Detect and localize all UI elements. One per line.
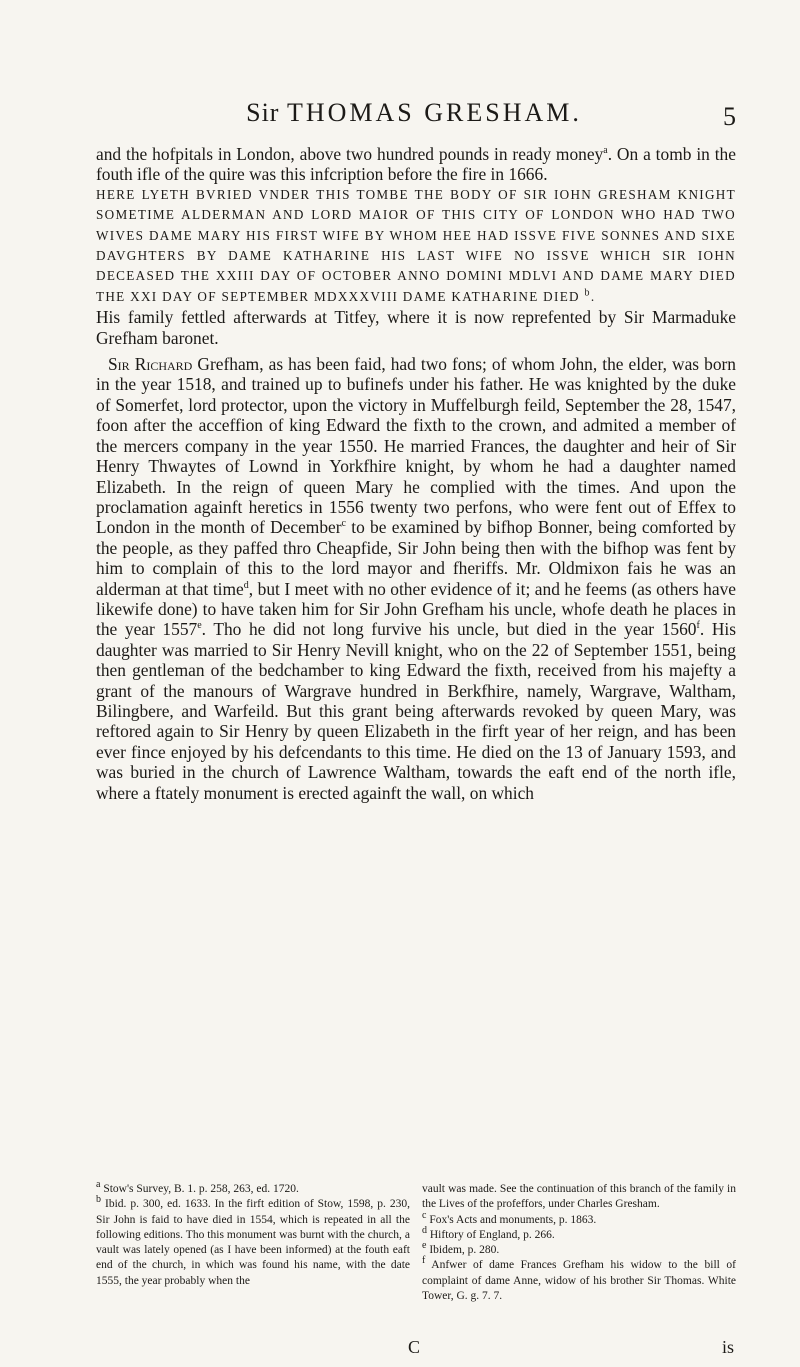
family-paragraph: His family fettled afterwards at Titfey, where it is now reprefented by Sir Marmaduke Grefham baronet. — [96, 307, 736, 348]
main-text — [96, 144, 736, 803]
intro-text: and the hofpitals in London, above two hundred pounds in ready money — [96, 144, 604, 164]
page-foot — [96, 1337, 736, 1359]
footnote-b: $^b$ Ibid. p. 300, ed. 1633. In the firft edition of Stow, 1598, p. 230, Sir John is faid to have died in 1554, which is repeated in all the following editions. Tho this monument was burnt with the church, a vault was lately opened (as I have been informed) at the fouth eaft end of the church, in which was found his name, with the date 1555, the year probably when the — [96, 1194, 411, 1287]
tomb-inscription: HERE LYETH BVRIED VNDER THIS TOMBE THE BODY OF SIR IOHN GRESHAM KNIGHT SOMETIME ALDERMAN AND LORD MAIOR OF THIS CITY OF LONDON WHO HAD TWO WIVES DAME MARY HIS FIRST WIFE BY WHOM HEE HAD ISSVE FIVE SONNES AND SIXE DAVGHTERS BY DAME KATHARINE HIS LAST WIFE NO ISSVE WHICH SIR IOHN DECEASED THE XXIII DAY OF OCTOBER ANNO DOMINI MDLVI AND DAME MARY DIED THE XXI DAY OF SEPTEMBER MDXXXVIII DAME KATHARINE DIED $^b$. — [96, 186, 736, 304]
richard-text-4: . Tho he did not long furvive his uncle, but died in the year 1560 — [201, 619, 697, 640]
catchword: is — [721, 1337, 734, 1357]
page-number: 5 — [723, 102, 736, 131]
footnote-ref-c: c — [341, 518, 346, 530]
inscription-text: HERE LYETH BVRIED VNDER THIS TOMBE THE BODY OF SIR IOHN GRESHAM KNIGHT SOMETIME ALDERMAN AND LORD MAIOR OF THIS CITY OF LONDON WHO HAD TWO WIVES DAME MARY HIS FIRST WIFE BY WHOM HEE HAD ISSVE FIVE SONNES AND SIXE DAVGHTERS BY DAME KATHARINE HIS LAST WIFE NO ISSVE WHICH SIR IOHN DECEASED THE XXIII DAY OF OCTOBER ANNO DOMINI MDLVI AND DAME MARY DIED THE XXI DAY OF SEPTEMBER MDXXXVIII DAME KATHARINE DIED — [96, 186, 736, 304]
footnote-f: $^f$ Anfwer of dame Frances Grefham his widow to the bill of complaint of dame Anne, widow of his brother Sir Thomas. White Tower, G. g. 7. 7. — [422, 1255, 736, 1303]
footnote-e: $^e$ Ibidem, p. 280. — [422, 1240, 500, 1257]
footnotes-left-column — [96, 1179, 411, 1304]
richard-text-3: , but I meet with no other evidence of it; and he feems (as others have likewife done) to have taken him for Sir John Grefham his uncle, whofe death he places in the year 1557 — [96, 578, 737, 640]
footnote-d: $^d$ Hiftory of England, p. 266. — [422, 1225, 555, 1241]
intro-paragraph — [96, 144, 736, 185]
footnote-ref-b: b — [584, 287, 591, 299]
footnotes — [96, 1179, 736, 1304]
richard-text-5: . His daughter was married to Sir Henry Nevill knight, who on the 22 of September 1551, being then gentleman of the bedchamber to king Edward the fixth, received from his majefty a grant of the manours of Wargrave hundred in Berkfhire, namely, Wargrave, Waltham, Bilingbere, and Warfeild. But this grant being afterwards revoked by queen Mary, was reftored again to Sir Henry by queen Elizabeth in the firft year of her reign, and has been ever fince enjoyed by his defcendants to this time. He died on the 13 of January 1593, and was buried in the church of Lawrence Waltham, towards the eaft end of the north ifle, where a ftately monument is erected againft the wall, on which — [96, 619, 736, 803]
richard-paragraph — [96, 354, 736, 803]
footnote-ref-a: a — [603, 145, 608, 157]
footnote-a: $^a$ Stow's Survey, B. 1. p. 258, 263, ed. 1720. — [96, 1179, 299, 1195]
footnote-ref-d: d — [243, 579, 249, 591]
running-title — [122, 98, 706, 128]
running-head — [96, 98, 736, 138]
running-title-prefix: Sir — [246, 98, 280, 127]
footnote-b-continued: vault was made. See the continuation of this branch of the family in the Lives of the profeffors, under Charles Gresham. — [422, 1183, 736, 1211]
running-title-main: THOMAS GRESHAM. — [286, 98, 582, 127]
richard-smallcaps: Sir Richard — [108, 354, 193, 375]
signature-mark: C — [408, 1337, 421, 1357]
richard-text-1: Grefham, as has been faid, had two fons; of whom John, the elder, was born in the year 1518, and trained up to bufinefs under his father. He was knighted by the duke of Somerfet, lord protector, upon the victory in Muffelburgh feild, September the 28, 1547, foon after the acceffion of king Edward the fixth to the crown, and admited a member of the mercers company in the year 1550. He married Frances, the daughter and heir of Sir Henry Thwaytes of Lownd in Yorkfhire knight, by whom he had a daughter named Elizabeth. In the reign of queen Mary he complied with the times. And upon the proclamation againft heretics in 1556 twenty two perfons, who were fent out of Effex to London in the month of December — [96, 354, 736, 538]
footnote-c: $^c$ Fox's Acts and monuments, p. 1863. — [422, 1209, 597, 1226]
intro-text-cont: . On a tomb in the fouth ifle of the quire was this infcription before the fire in 1666. — [96, 144, 736, 185]
footnotes-right-column — [422, 1182, 736, 1304]
richard-text-2: to be examined by bifhop Bonner, being comforted by the people, as they paffed thro Cheapfide, Sir John being then with the bifhop was fent by him to complain of this to the lord mayor and fheriffs. Mr. Oldmixon fais he was an alderman at that time — [96, 517, 736, 599]
footnote-ref-e: e — [197, 620, 202, 632]
footnote-ref-f: f — [696, 620, 700, 632]
